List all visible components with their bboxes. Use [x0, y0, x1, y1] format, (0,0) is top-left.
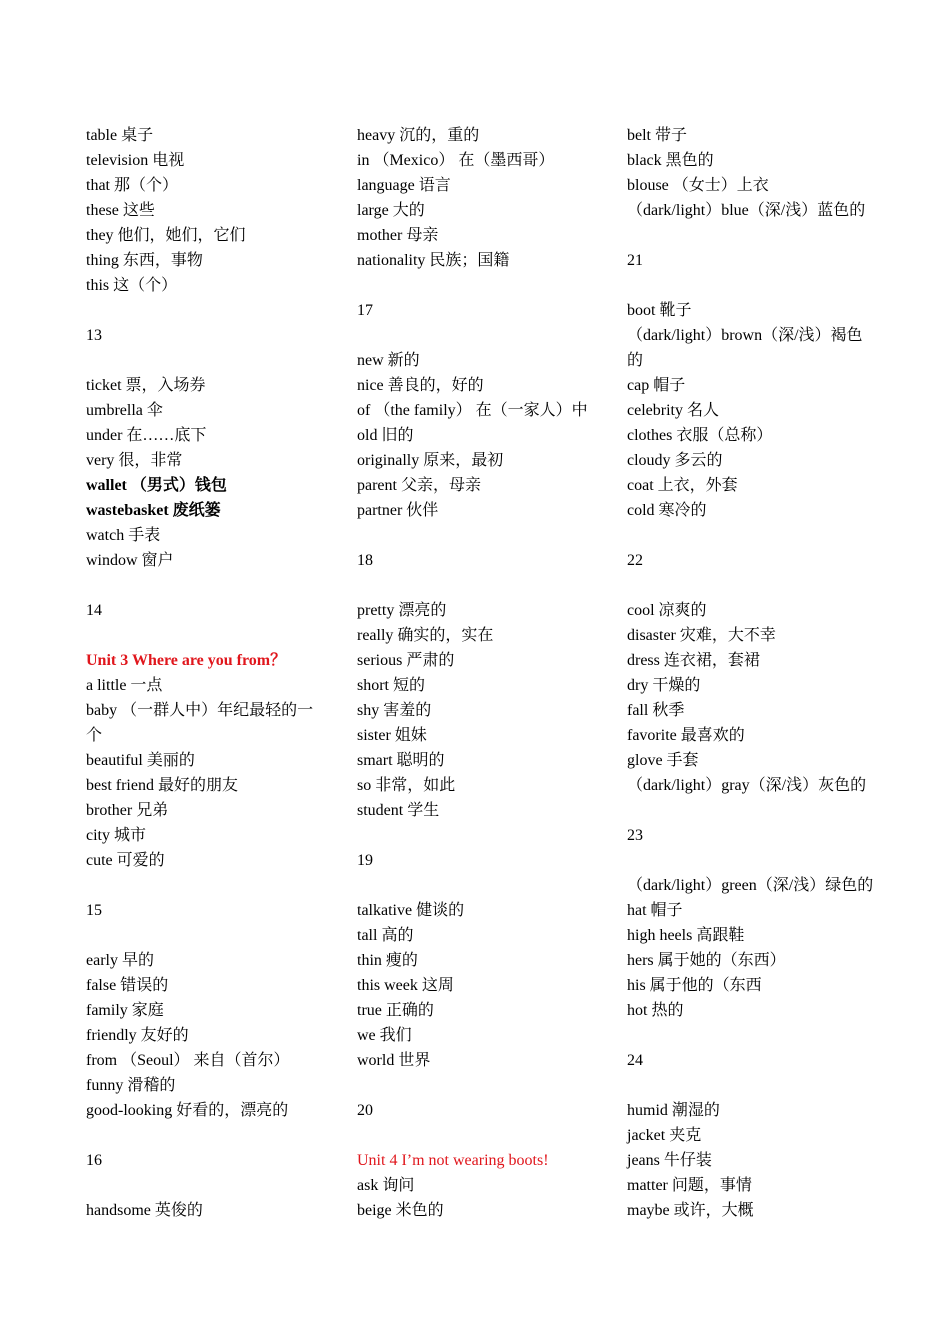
vocab-column-1 [86, 123, 326, 1223]
vocab-entry: serious 严肃的 [357, 652, 455, 669]
vocab-entry: early 早的 [86, 952, 154, 969]
blank-line [357, 873, 597, 898]
vocab-entry: smart 聪明的 [357, 752, 445, 769]
vocab-entry: window 窗户 [86, 552, 174, 569]
vocab-entry: boot 靴子 [627, 302, 692, 319]
vocab-entry: short 短的 [357, 677, 426, 694]
vocab-entry: beige 米色的 [357, 1202, 444, 1219]
vocab-entry: they 他们，她们，它们 [86, 227, 246, 244]
vocab-entry: （dark/light）brown（深/浅）褐色 [627, 327, 863, 344]
vocab-entry: family 家庭 [86, 1002, 164, 1019]
vocab-entry: cold 寒冷的 [627, 502, 707, 519]
vocab-entry: wallet （男式）钱包 [86, 477, 227, 494]
vocab-entry: shy 害羞的 [357, 702, 432, 719]
vocab-entry: true 正确的 [357, 1002, 434, 1019]
vocab-entry: wastebasket 废纸篓 [86, 502, 221, 519]
vocab-entry: language 语言 [357, 177, 451, 194]
vocab-entry: cloudy 多云的 [627, 452, 723, 469]
vocab-entry: jacket 夹克 [627, 1127, 702, 1144]
page-number: 13 [86, 327, 102, 344]
blank-line [627, 523, 867, 548]
vocab-entry: ask 询问 [357, 1177, 415, 1194]
vocab-entry: really 确实的，实在 [357, 627, 494, 644]
vocab-entry: tall 高的 [357, 927, 414, 944]
vocab-entry: cap 帽子 [627, 377, 686, 394]
vocab-entry: false 错误的 [86, 977, 169, 994]
blank-line [86, 1173, 326, 1198]
vocab-entry: brother 兄弟 [86, 802, 169, 819]
vocab-entry: matter 问题，事情 [627, 1177, 752, 1194]
vocab-entry: pretty 漂亮的 [357, 602, 447, 619]
vocab-entry: disaster 灾难，大不幸 [627, 627, 776, 644]
page-number: 18 [357, 552, 373, 569]
vocab-entry: we 我们 [357, 1027, 412, 1044]
vocab-entry: nice 善良的，好的 [357, 377, 484, 394]
vocab-entry: blouse （女士）上衣 [627, 177, 769, 194]
vocab-entry: cute 可爱的 [86, 852, 165, 869]
vocab-entry: funny 滑稽的 [86, 1077, 176, 1094]
vocab-entry: 的 [627, 352, 644, 369]
vocab-entry: new 新的 [357, 352, 420, 369]
vocab-entry: thin 瘦的 [357, 952, 418, 969]
blank-line [627, 223, 867, 248]
vocab-entry: fall 秋季 [627, 702, 685, 719]
vocab-entry: watch 手表 [86, 527, 161, 544]
blank-line [357, 823, 597, 848]
vocab-entry: black 黑色的 [627, 152, 714, 169]
blank-line [357, 573, 597, 598]
vocab-entry: that 那（个） [86, 177, 178, 194]
vocab-entry: maybe 或许，大概 [627, 1202, 754, 1219]
vocab-entry: talkative 健谈的 [357, 902, 465, 919]
vocab-entry: nationality 民族；国籍 [357, 252, 510, 269]
vocab-entry: high heels 高跟鞋 [627, 927, 745, 944]
blank-line [627, 573, 867, 598]
vocab-entry: these 这些 [86, 202, 155, 219]
vocab-entry: coat 上衣，外套 [627, 477, 738, 494]
vocab-column-2 [357, 123, 597, 1223]
page-number: 20 [357, 1102, 373, 1119]
vocab-entry: jeans 牛仔装 [627, 1152, 712, 1169]
vocab-entry: hers 属于她的（东西） [627, 952, 786, 969]
blank-line [357, 1123, 597, 1148]
vocab-entry: under 在……底下 [86, 427, 207, 444]
blank-line [357, 323, 597, 348]
vocab-entry: cool 凉爽的 [627, 602, 707, 619]
vocab-entry: world 世界 [357, 1052, 431, 1069]
vocab-entry: partner 伙伴 [357, 502, 439, 519]
page-number: 16 [86, 1152, 102, 1169]
page-number: 23 [627, 827, 643, 844]
vocab-entry: dry 干燥的 [627, 677, 701, 694]
vocab-entry: hat 帽子 [627, 902, 683, 919]
vocab-entry: good-looking 好看的，漂亮的 [86, 1102, 289, 1119]
vocab-entry: ticket 票，入场券 [86, 377, 206, 394]
vocab-entry: this week 这周 [357, 977, 454, 994]
blank-line [86, 873, 326, 898]
vocab-entry: old 旧的 [357, 427, 414, 444]
vocab-entry: favorite 最喜欢的 [627, 727, 745, 744]
blank-line [357, 273, 597, 298]
vocab-entry: friendly 友好的 [86, 1027, 189, 1044]
blank-line [86, 573, 326, 598]
vocab-column-3 [627, 123, 874, 1223]
unit-heading: Unit 3 Where are you from？ [86, 652, 287, 669]
vocab-entry: umbrella 伞 [86, 402, 163, 419]
vocab-entry: beautiful 美丽的 [86, 752, 195, 769]
vocab-entry: （dark/light）blue（深/浅）蓝色的 [627, 202, 866, 219]
vocab-entry: very 很，非常 [86, 452, 183, 469]
vocab-entry: best friend 最好的朋友 [86, 777, 238, 794]
page-number: 21 [627, 252, 643, 269]
blank-line [86, 923, 326, 948]
vocab-entry: clothes 衣服（总称） [627, 427, 773, 444]
vocab-entry: （dark/light）gray（深/浅）灰色的 [627, 777, 867, 794]
blank-line [627, 1023, 867, 1048]
vocab-entry: heavy 沉的，重的 [357, 127, 480, 144]
vocab-entry: television 电视 [86, 152, 185, 169]
vocab-entry: belt 带子 [627, 127, 687, 144]
vocab-entry: dress 连衣裙，套裙 [627, 652, 760, 669]
vocab-entry: （dark/light）green（深/浅）绿色的 [627, 877, 874, 894]
vocab-entry: thing 东西，事物 [86, 252, 203, 269]
blank-line [86, 1123, 326, 1148]
vocab-entry: 个 [86, 727, 103, 744]
blank-line [357, 523, 597, 548]
vocab-entry: celebrity 名人 [627, 402, 719, 419]
blank-line [86, 623, 326, 648]
vocab-entry: table 桌子 [86, 127, 154, 144]
vocab-entry: sister 姐妹 [357, 727, 427, 744]
vocab-entry: student 学生 [357, 802, 440, 819]
vocab-entry: glove 手套 [627, 752, 699, 769]
page-number: 15 [86, 902, 102, 919]
page-number: 17 [357, 302, 373, 319]
blank-line [627, 798, 867, 823]
vocab-entry: this 这（个） [86, 277, 178, 294]
vocab-entry: parent 父亲，母亲 [357, 477, 481, 494]
vocab-entry: large 大的 [357, 202, 425, 219]
blank-line [86, 348, 326, 373]
blank-line [627, 273, 867, 298]
unit-heading: Unit 4 I’m not wearing boots! [357, 1152, 549, 1169]
page-number: 24 [627, 1052, 643, 1069]
vocab-entry: handsome 英俊的 [86, 1202, 203, 1219]
blank-line [357, 1073, 597, 1098]
vocab-entry: a little 一点 [86, 677, 163, 694]
vocab-entry: humid 潮湿的 [627, 1102, 720, 1119]
blank-line [627, 1073, 867, 1098]
vocab-entry: baby （一群人中）年纪最轻的一 [86, 702, 314, 719]
vocab-entry: city 城市 [86, 827, 146, 844]
page-number: 14 [86, 602, 102, 619]
vocab-entry: mother 母亲 [357, 227, 439, 244]
vocab-entry: in （Mexico） 在（墨西哥） [357, 152, 555, 169]
vocab-entry: from （Seoul） 来自（首尔） [86, 1052, 290, 1069]
vocab-entry: originally 原来，最初 [357, 452, 504, 469]
blank-line [86, 298, 326, 323]
vocab-entry: of （the family） 在（一家人）中 [357, 402, 588, 419]
vocab-entry: hot 热的 [627, 1002, 684, 1019]
blank-line [627, 848, 867, 873]
vocab-entry: so 非常，如此 [357, 777, 456, 794]
vocab-entry: his 属于他的（东西 [627, 977, 762, 994]
page-number: 22 [627, 552, 643, 569]
page-number: 19 [357, 852, 373, 869]
